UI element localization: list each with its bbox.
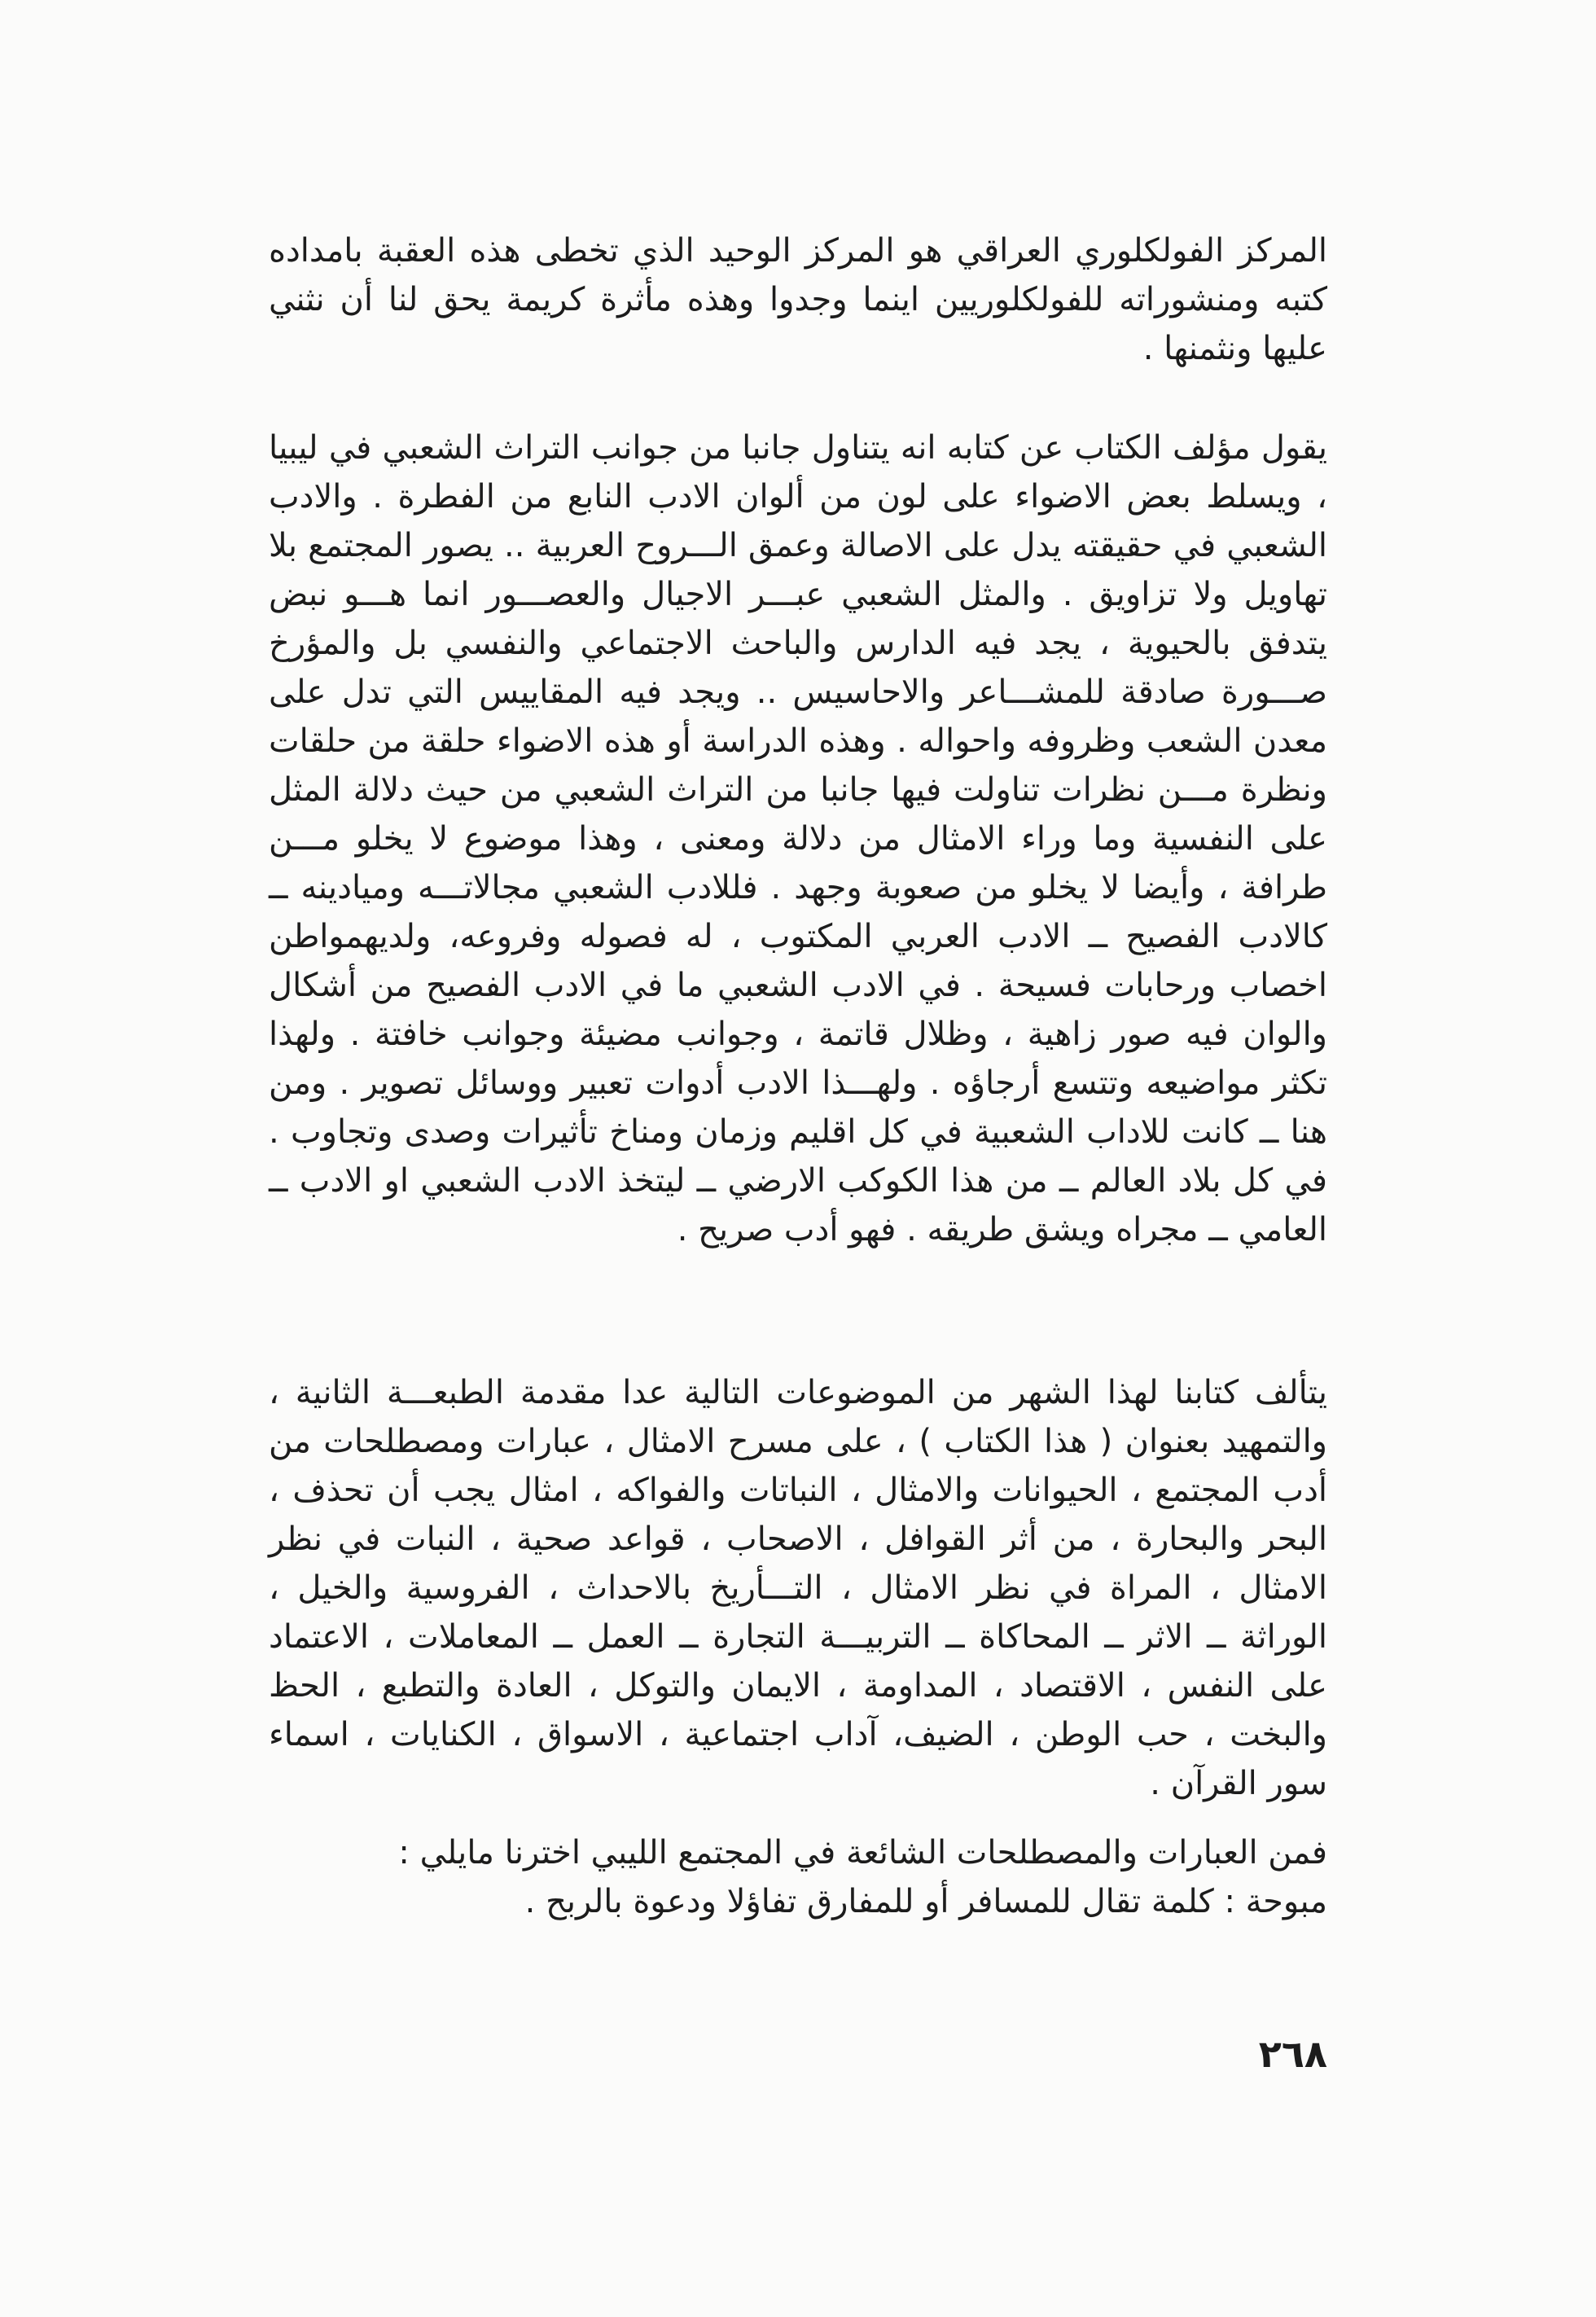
paragraph-expressions-intro [269,1828,1327,1877]
paragraph-text: المركز الفولكلوري العراقي هو المركز الوحيد الذي تخطى هذه العقبة بامداده كتبه ومنشوراته للفولكلوريين اينما وجدوا وهذه مأثرة كريمة يحق لنا أن نثني عليها ونثمنها . [269,232,1327,367]
paragraph-text: يقول مؤلف الكتاب عن كتابه انه يتناول جانبا من جوانب التراث الشعبي في ليبيا ، ويسلط بعض الاضواء على لون من ألوان الادب النابع من الفطرة . والادب الشعبي في حقيقته يدل على الاصالة وعمق الـــروح العربية .. يصور المجتمع بلا تهاويل ولا تزاويق . والمثل الشعبي عبـــر الاجيال والعصـــور انما هـــو نبض يتدفق بالحيوية ، يجد فيه الدارس والباحث الاجتماعي والنفسي بل والمؤرخ صـــورة صادقة للمشـــاعر والاحاسيس .. ويجد فيه المقاييس التي تدل على معدن الشعب وظروفه واحواله . وهذه الدراسة أو هذه الاضواء حلقة من حلقات ونظرة مـــن نظرات تناولت فيها جانبا من التراث الشعبي من حيث دلالة المثل على النفسية وما وراء الامثال من دلالة ومعنى ، وهذا موضوع لا يخلو مـــن طرافة ، وأيضا لا يخلو من صعوبة وجهد . فللادب الشعبي مجالاتـــه وميادينه ــ كالادب الفصيح ــ الادب العربي المكتوب ، له فصوله وفروعه، ولديهمواطن اخصاب ورحابات فسيحة . في الادب الشعبي ما في الادب الفصيح من أشكال والوان فيه صور زاهية ، وظلال قاتمة ، وجوانب مضيئة وجوانب خافتة . ولهذا تكثر مواضيعه وتتسع أرجاؤه . ولهـــذا الادب أدوات تعبير ووسائل تصوير . ومن هنا ــ كانت للاداب الشعبية في كل اقليم وزمان ومناخ تأثيرات وصدى وتجاوب . في كل بلاد العالم ــ من هذا الكوكب الارضي ــ ليتخذ الادب الشعبي او الادب ــ العامي ــ مجراه ويشق طريقه . فهو أدب صريح . [269,429,1327,1248]
paragraph-text: مبوحة : كلمة تقال للمسافر أو للمفارق تفاؤلا ودعوة بالربح . [524,1883,1327,1920]
paragraph-mabouha-definition [269,1877,1327,1926]
paragraph-book-contents [269,1368,1327,1808]
paragraph-book-description [269,423,1327,1254]
page-number: ٢٦٨ [1258,2032,1327,2076]
paragraph-text: فمن العبارات والمصطلحات الشائعة في المجتمع الليبي اخترنا مايلي : [398,1834,1327,1872]
paragraph-folklore-center [269,226,1327,373]
paragraph-text: يتألف كتابنا لهذا الشهر من الموضوعات التالية عدا مقدمة الطبعـــة الثانية ، والتمهيد بعنوان ( هذا الكتاب ) ، على مسرح الامثال ، عبارات ومصطلحات من أدب المجتمع ، الحيوانات والامثال ، النباتات والفواكه ، امثال يجب أن تحذف ، البحر والبحارة ، من أثر القوافل ، الاصحاب ، قواعد صحية ، النبات في نظر الامثال ، المراة في نظر الامثال ، التـــأريخ بالاحداث ، الفروسية والخيل ، الوراثة ــ الاثر ــ المحاكاة ــ التربيـــة التجارة ــ العمل ــ المعاملات ، الاعتماد على النفس ، الاقتصاد ، المداومة ، الايمان والتوكل ، العادة والتطبع ، الحظ والبخت ، حب الوطن ، الضيف، آداب اجتماعية ، الاسواق ، الكنايات ، اسماء سور القرآن . [269,1374,1327,1802]
